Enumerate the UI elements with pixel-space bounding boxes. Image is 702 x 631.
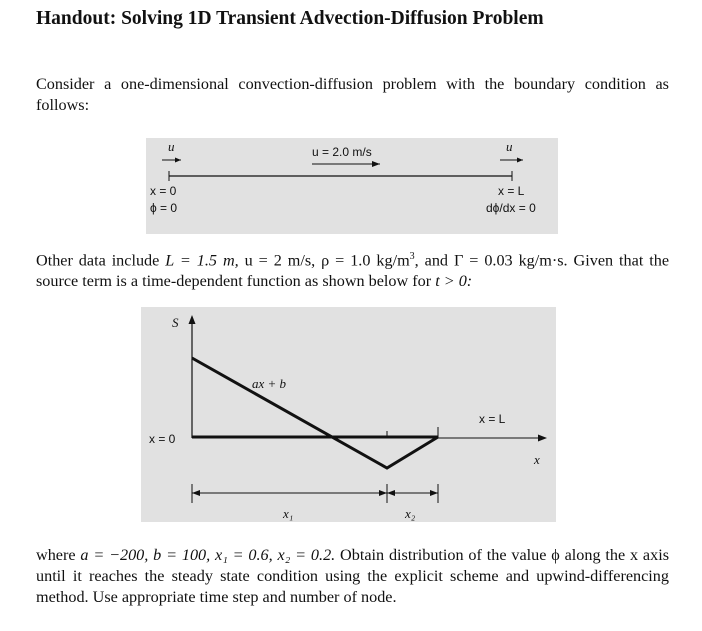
u-left-label: u xyxy=(168,139,175,154)
given-gamma: , and Γ = 0.03 kg/m·s. xyxy=(414,251,568,270)
given-text-2: Given that the source term is a time-dependent function as shown below for xyxy=(36,251,670,291)
closing-paragraph xyxy=(36,545,669,608)
line-equation-label: ax + b xyxy=(252,376,287,391)
u-right-label: u xyxy=(506,139,513,154)
s-axis-label: S xyxy=(172,315,179,330)
intro-paragraph xyxy=(36,74,669,116)
given-rho-exponent: 3 xyxy=(409,251,415,262)
source-term-figure xyxy=(141,307,556,522)
given-L: L = 1.5 m, xyxy=(165,251,245,270)
x2-label: x₂ xyxy=(405,506,416,521)
closing-parameters: a = −200, b = 100, x₁ = 0.6, x₂ = 0.2. xyxy=(80,546,336,564)
boundary-condition-figure xyxy=(146,138,558,234)
right-bc-label: dϕ/dx = 0 xyxy=(486,201,536,215)
u-velocity-label: u = 2.0 m/s xyxy=(312,145,372,159)
left-x-label: x = 0 xyxy=(150,184,177,198)
given-t-condition: t > 0: xyxy=(435,272,473,291)
x1-label: x₁ xyxy=(283,506,294,521)
closing-text: Obtain distribution of the value ϕ along the x axis until it reaches the steady state condition using the explicit scheme and upwind-differencing method. Use appropriate time step and number of node. xyxy=(36,546,670,606)
closing-where: where xyxy=(36,546,81,564)
given-u: u = 2 m/s, xyxy=(244,251,322,270)
left-phi-label: ϕ = 0 xyxy=(150,201,178,215)
given-text-1: Other data include xyxy=(36,251,166,270)
intro-text: Consider a one-dimensional convection-diffusion problem with the boundary condition as follows: xyxy=(36,75,669,114)
x-0-label: x = 0 xyxy=(149,432,176,446)
right-x-label: x = L xyxy=(498,184,525,198)
x-axis-label: x xyxy=(534,452,540,467)
given-data-paragraph xyxy=(36,246,669,292)
handout-title: Handout: Solving 1D Transient Advection-Diffusion Problem xyxy=(36,8,544,29)
given-rho: ρ = 1.0 kg/m xyxy=(321,251,410,270)
x-L-label: x = L xyxy=(479,412,506,426)
